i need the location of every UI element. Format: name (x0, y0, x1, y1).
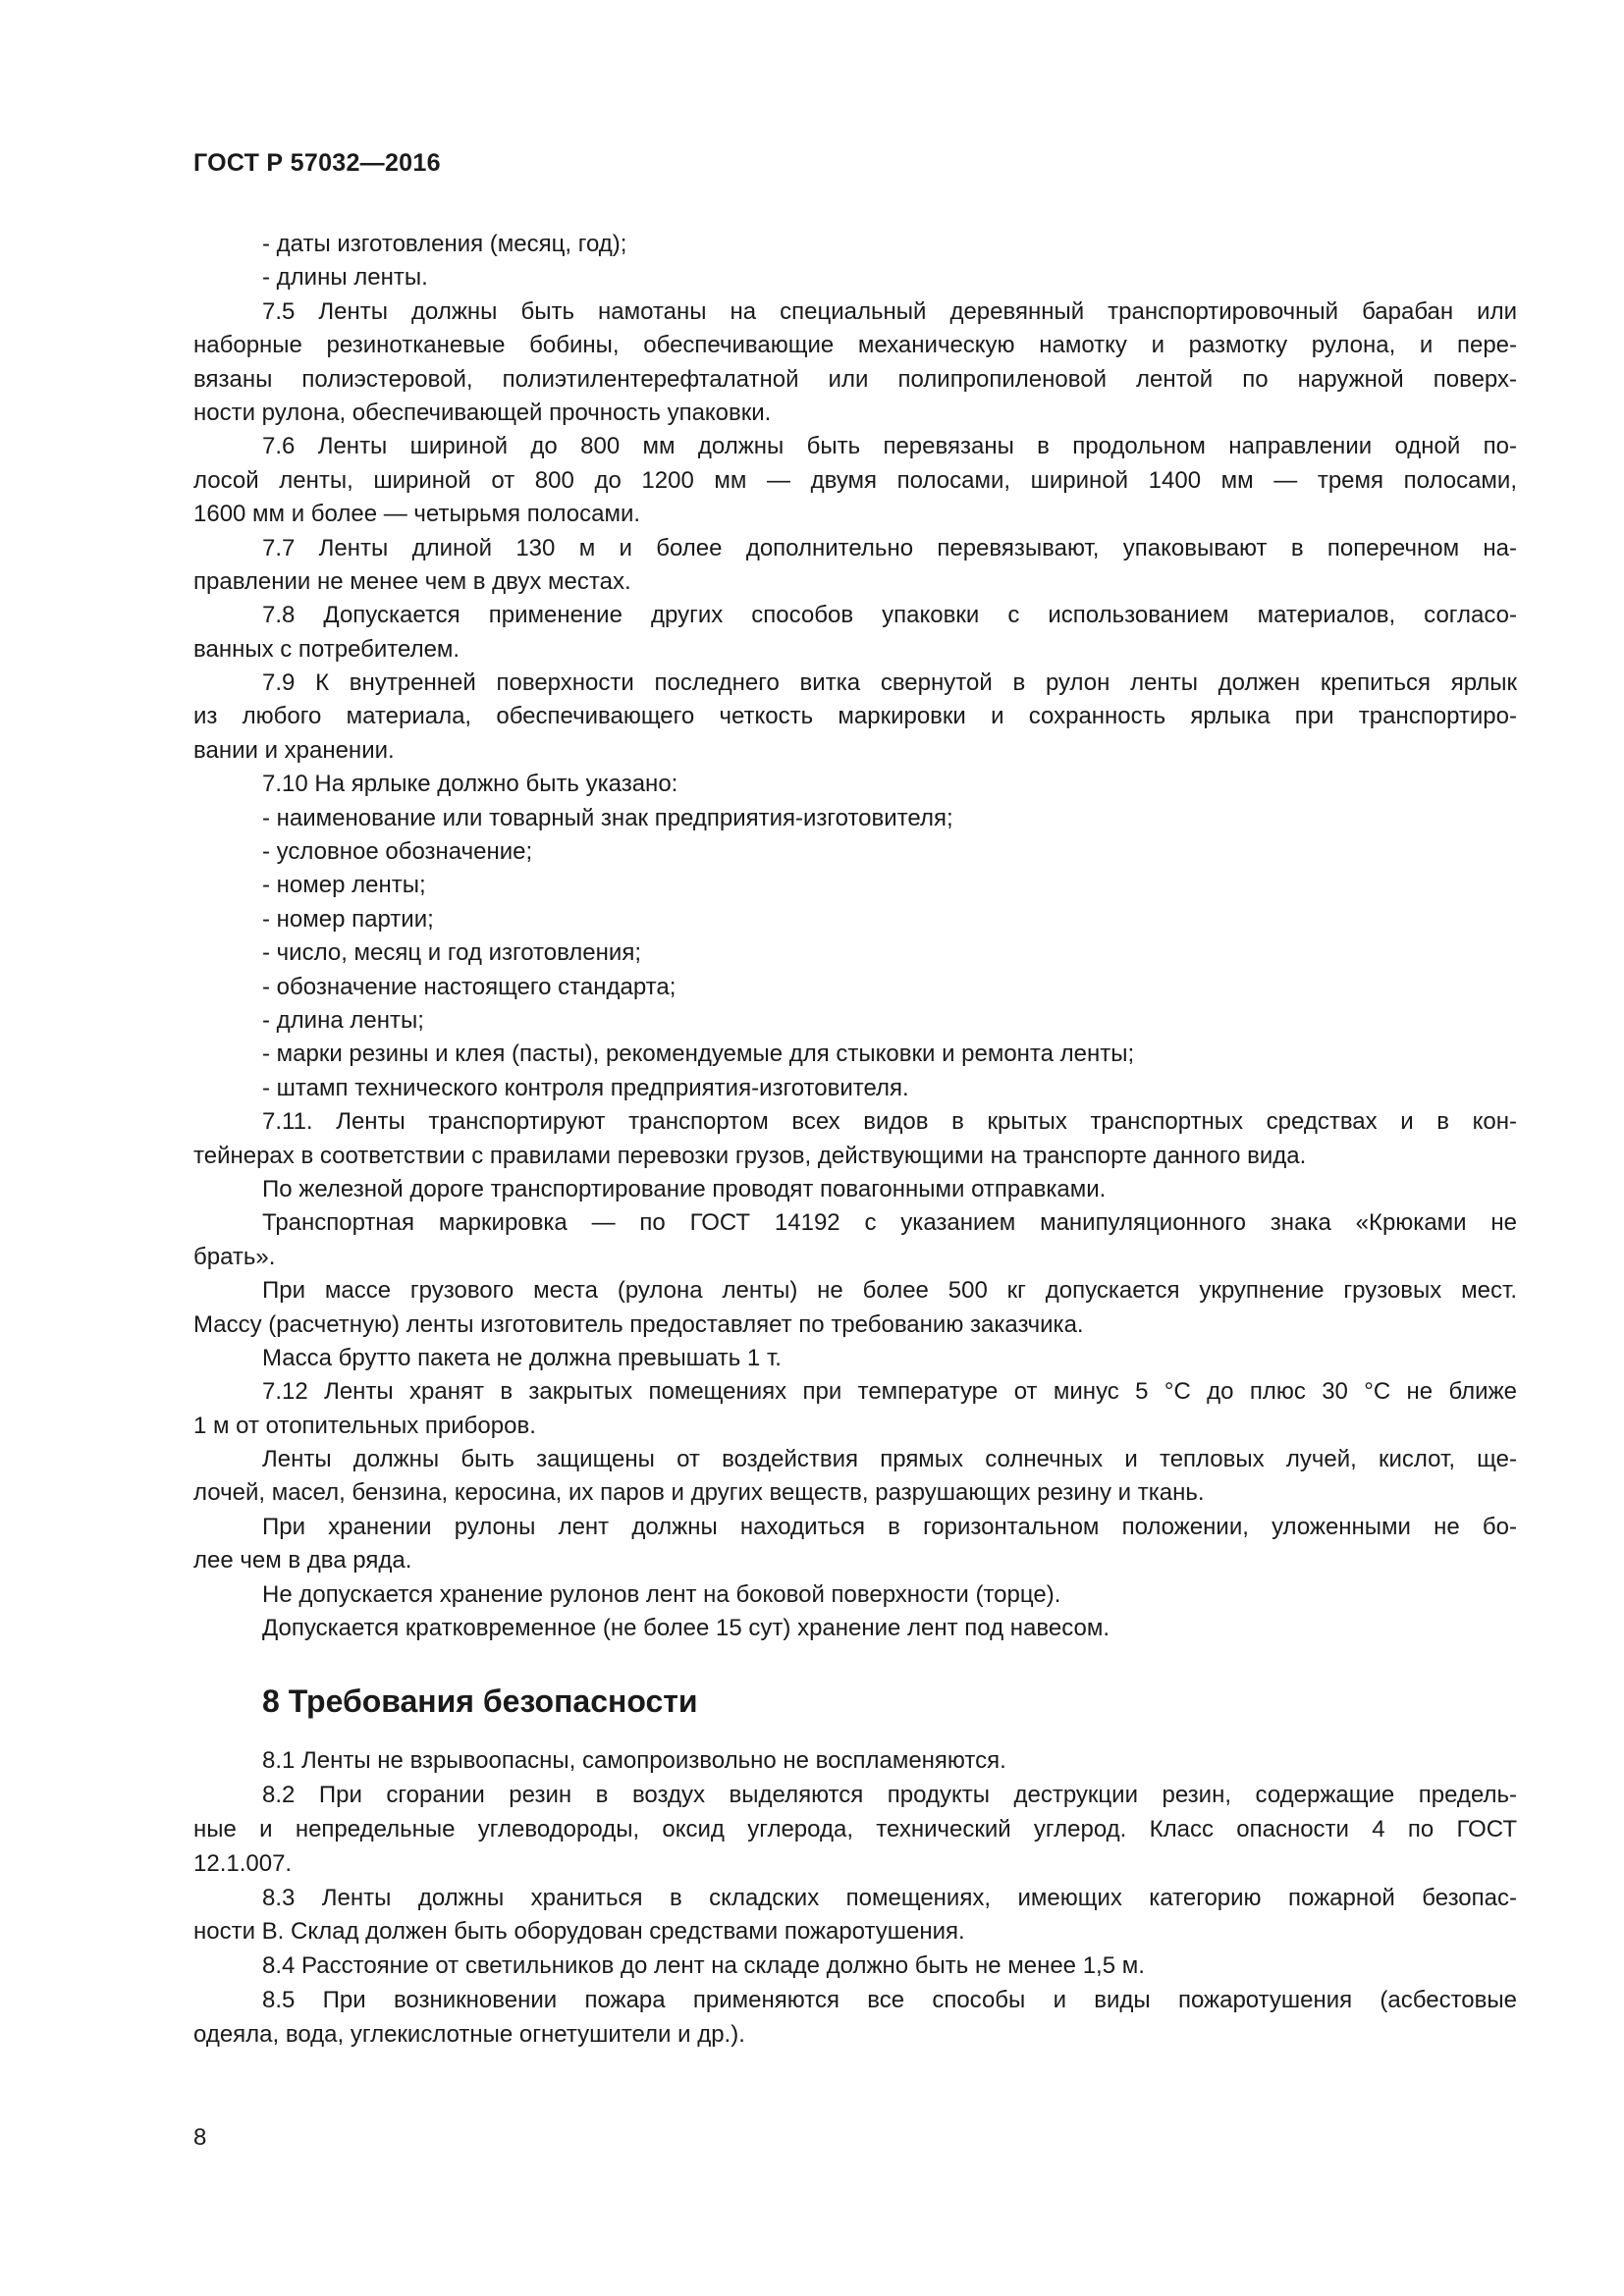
paragraph (193, 1342, 1517, 1375)
section-8-heading: 8 Требования безопасности (262, 1683, 698, 1719)
paragraph (193, 903, 1517, 936)
text-line: Не допускается хранение рулонов лент на боковой поверхности (торце). (262, 1580, 1061, 1608)
text-line: 7.10 На ярлыке должно быть указано: (262, 771, 678, 798)
text-line: По железной дороге транспортирование проводят повагонными отправками. (262, 1175, 1107, 1202)
text-line: лочей, масел, бензина, керосина, их паров и других веществ, разрушающих резину и ткань. (193, 1479, 1205, 1507)
text-line: Массу (расчетную) ленты изготовитель предоставляет по требованию заказчика. (193, 1310, 1084, 1338)
text-line: - даты изготовления (месяц, год); (262, 231, 627, 257)
paragraph (193, 1274, 1517, 1342)
text-line: ности В. Склад должен быть оборудован средствами пожаротушения. (193, 1918, 965, 1946)
paragraph (193, 1984, 1517, 2053)
paragraph (193, 261, 1517, 294)
text-line: 8.1 Ленты не взрывоопасны, самопроизвольно не воспламеняются. (262, 1747, 1006, 1774)
paragraph (193, 869, 1517, 902)
text-line: вании и хранении. (193, 736, 395, 764)
text-line: Транспортная маркировка — по ГОСТ 14192 с указанием манипуляционного знака «Крюками не (262, 1209, 1517, 1237)
paragraph (193, 1072, 1517, 1105)
paragraph (193, 1206, 1517, 1274)
paragraph (193, 1612, 1517, 1645)
paragraph (193, 1105, 1517, 1173)
paragraph (193, 1511, 1517, 1578)
paragraph (193, 768, 1517, 801)
text-line: одеяла, вода, углекислотные огнетушители и др.). (193, 2021, 745, 2049)
paragraph (193, 971, 1517, 1004)
paragraph (193, 228, 1517, 261)
document-header: ГОСТ Р 57032—2016 (193, 149, 441, 177)
text-line: 7.11. Ленты транспортируют транспортом всех видов в крытых транспортных средствах и в кон- (262, 1108, 1517, 1136)
text-line: 7.8 Допускается применение других способов упаковки с использованием материалов, согласо- (262, 602, 1517, 629)
text-line: из любого материала, обеспечивающего четкость маркировки и сохранность ярлыка при транспортиро- (193, 703, 1517, 730)
text-line: 8.5 При возникновении пожара применяются все способы и виды пожаротушения (асбестовые (262, 1987, 1517, 2014)
text-line: 8.3 Ленты должны храниться в складских помещениях, имеющих категорию пожарной безопас- (262, 1884, 1517, 1911)
text-line: 7.9 К внутренней поверхности последнего витка свернутой в рулон ленты должен крепиться ярлык (262, 669, 1517, 697)
text-line: лосой ленты, шириной от 800 до 1200 мм — двумя полосами, шириной 1400 мм — тремя полосами, (193, 466, 1517, 494)
paragraph (193, 936, 1517, 970)
text-line: 7.5 Ленты должны быть намотаны на специальный деревянный транспортировочный барабан или (262, 297, 1517, 325)
paragraph (193, 1744, 1517, 1779)
text-line: вязаны полиэстеровой, полиэтилентерефталатной или полипропиленовой лентой по наружной поверх- (193, 365, 1517, 393)
text-line: 1600 мм и более — четырьмя полосами. (193, 501, 641, 528)
text-line: лее чем в два ряда. (193, 1547, 412, 1575)
text-line: 1 м от отопительных приборов. (193, 1412, 536, 1439)
text-line: наборные резинотканевые бобины, обеспечивающие механическую намотку и размотку рулона, и пере- (193, 332, 1517, 359)
text-line: 7.7 Ленты длиной 130 м и более дополнительно перевязывают, упаковывают в поперечном на- (262, 534, 1517, 561)
text-line: Ленты должны быть защищены от воздействия прямых солнечных и тепловых лучей, кислот, ще- (262, 1446, 1517, 1473)
paragraph (193, 295, 1517, 431)
text-line: 8.4 Расстояние от светильников до лент на складе должно быть не менее 1,5 м. (262, 1952, 1145, 1980)
text-line: Допускается кратковременное (не более 15 сут) хранение лент под навесом. (262, 1615, 1110, 1642)
text-line: - номер ленты; (262, 872, 426, 899)
text-line: - обозначение настоящего стандарта; (262, 973, 677, 1000)
paragraph (193, 430, 1517, 531)
text-line: При массе грузового места (рулона ленты) не более 500 кг допускается укрупнение грузовых мест. (262, 1277, 1517, 1305)
text-line: - длина ленты; (262, 1006, 424, 1034)
paragraph (193, 802, 1517, 835)
paragraph (193, 1038, 1517, 1071)
text-line: 7.6 Ленты шириной до 800 мм должны быть перевязаны в продольном направлении одной по- (262, 433, 1517, 460)
text-line: - марки резины и клея (пасты), рекомендуемые для стыковки и ремонта ленты; (262, 1041, 1135, 1068)
paragraph (193, 835, 1517, 869)
text-line: - число, месяц и год изготовления; (262, 939, 641, 967)
paragraph (193, 1173, 1517, 1206)
text-line: тейнерах в соответствии с правилами перевозки грузов, действующими на транспорте данного вида. (193, 1142, 1307, 1169)
text-line: - условное обозначение; (262, 838, 533, 866)
paragraph (193, 1779, 1517, 1882)
text-line: - наименование или товарный знак предприятия-изготовителя; (262, 804, 953, 831)
paragraph (193, 599, 1517, 667)
text-line: ванных с потребителем. (193, 635, 460, 663)
paragraph (193, 532, 1517, 600)
text-line: ные и непредельные углеводороды, оксид углерода, технический углерод. Класс опасности 4 по ГОСТ (193, 1815, 1517, 1842)
paragraph (193, 1578, 1517, 1612)
text-line: - штамп технического контроля предприятия-изготовителя. (262, 1074, 909, 1101)
text-line: брать». (193, 1243, 276, 1270)
text-line: правлении не менее чем в двух местах. (193, 567, 631, 595)
page-number: 8 (193, 2124, 207, 2151)
section-8-body (193, 1744, 1517, 2053)
text-line: 7.12 Ленты хранят в закрытых помещениях при температуре от минус 5 °С до плюс 30 °С не ближе (262, 1378, 1517, 1406)
paragraph (193, 1443, 1517, 1511)
text-line: - номер партии; (262, 905, 434, 933)
text-line: При хранении рулоны лент должны находиться в горизонтальном положении, уложенными не бо- (262, 1513, 1517, 1540)
paragraph (193, 1375, 1517, 1443)
paragraph (193, 1004, 1517, 1038)
paragraph (193, 667, 1517, 768)
section-7-body (193, 228, 1517, 1645)
text-line: - длины ленты. (262, 264, 428, 292)
text-line: ности рулона, обеспечивающей прочность упаковки. (193, 399, 772, 426)
paragraph (193, 1949, 1517, 1984)
text-line: 12.1.007. (193, 1849, 293, 1877)
text-line: Масса брутто пакета не должна превышать 1 т. (262, 1344, 782, 1371)
paragraph (193, 1882, 1517, 1950)
text-line: 8.2 При сгорании резин в воздух выделяются продукты деструкции резин, содержащие предель- (262, 1781, 1517, 1808)
